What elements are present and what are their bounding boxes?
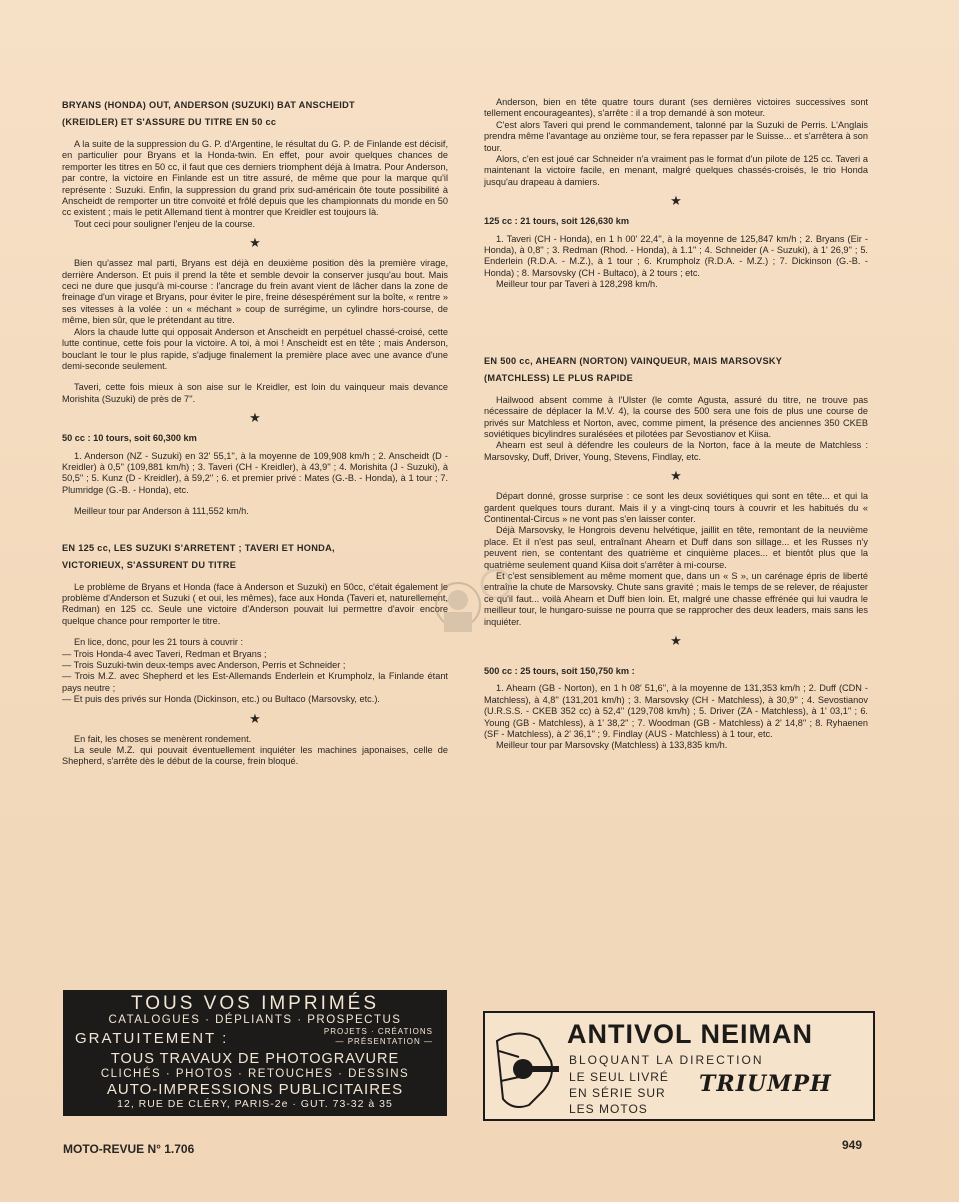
paragraph: Et c'est sensiblement au même moment que, dans un « S », un carénage épris de liberté entraîne la chute de Marsovsky. Chute sans gravité ; mais le temps de se relever, de réajuster ce qu'il faut... voilà Ahearn et Duff bien loin. Et, malgré une chasse effrénée qui lui vaudra le meilleur tour, le hungaro-suisse ne pourra que se rapprocher des deux leaders, mais sans les inquiéter. [484, 570, 868, 627]
ad-line: — PRÉSENTATION — [335, 1037, 433, 1046]
ad-tagline: LES MOTOS [569, 1102, 648, 1116]
article-title-500cc: EN 500 cc, AHEARN (NORTON) VAINQUEUR, MAIS MARSOVSKY (MATCHLESS) LE PLUS RAPIDE [484, 355, 783, 383]
paragraph: Taveri, cette fois mieux à son aise sur le Kreidler, est loin du vainqueur mais devance Morishita (Suzuki) de près de 7''. [62, 382, 448, 404]
brand-name: ANTIVOL NEIMAN [567, 1019, 814, 1049]
paragraph: Déjà Marsovsky, le Hongrois devenu helvétique, jaillit en tête, remontant de la neuvième place. Et il n'est pas seul, entraînant Ahearn et Duff dans son sillage... et les Russes n'y peuvent rien, se contentant des quatrième et cinquième places... et bientôt plus que la quatrième seulement quand Kiisa doit s'arrêter à mi-course. [484, 525, 868, 570]
ad-tagline: LE SEUL LIVRÉ [569, 1070, 669, 1084]
neiman-advertisement [483, 1011, 875, 1121]
triumph-logo: TRIUMPH [699, 1071, 832, 1097]
list-item: — Et puis des privés sur Honda (Dickinson, etc.) ou Bultaco (Marsovsky, etc.). [62, 694, 380, 705]
star-separator: ★ [249, 710, 261, 726]
ad-line: TOUS TRAVAUX DE PHOTOGRAVURE [110, 1051, 400, 1067]
results-heading-500cc: 500 cc : 25 tours, soit 150,750 km : [484, 666, 635, 676]
results-50cc: 1. Anderson (NZ - Suzuki) en 32' 55,1'', à la moyenne de 109,908 km/h ; 2. Anscheidt (D - Kreidler) à 0,5'' (109,881 km/h) ; 3. Taveri (CH - Kreidler), à 43,9'' ; 4. Morishita (J - Suzuki), à 50,5'' ; 5. Kunz (D - Kreidler), à 59,2'' ; 6. et premier privé : Mates (G.-B. - Honda), à 1 tour ; 7. Plumridge (G.-B. - Honda), etc. [62, 450, 448, 495]
paragraph: Bien qu'assez mal parti, Bryans est déjà en deuxième position dès la première virage, derrière Anderson. Et puis il prend la tête et semble devoir la conserver jusqu'au bout. Mais ceci ne dure que jusqu'à mi-course : l'ancrage du frein avant vient de lâcher dans la zone de freinage d'un virage et Bryans, pour éviter le pire, freine désespérément sur la boîte, « rentre » ses vitesses à la volée : un « méchant » coup de surrégime, un cylindre hors-course, de même, bien sûr, que le prétendant au titre. [62, 258, 448, 326]
paragraph: Départ donné, grosse surprise : ce sont les deux soviétiques qui sont en tête... et qui la gardent quelques tours durant. Mais il y a vingt-cinq tours à couvrir et les habitués du « Continental-Circus » ne vont pas s'en laisser conter. [484, 491, 868, 524]
ad-line: CLICHÉS · PHOTOS · RETOUCHES · DESSINS [100, 1068, 410, 1080]
paragraph: Tout ceci pour souligner l'enjeu de la course. [74, 218, 256, 229]
paragraph: Anderson, bien en tête quatre tours durant (ses dernières victoires successives sont tellement encourageantes), s'arrête : il a trop demandé à son moteur. [484, 97, 868, 119]
ad-line: CATALOGUES · DÉPLIANTS · PROSPECTUS [108, 1014, 402, 1026]
list-item: — Trois Honda-4 avec Taveri, Redman et Bryans ; [62, 648, 267, 659]
results-heading-50cc: 50 cc : 10 tours, soit 60,300 km [62, 433, 197, 444]
ad-line: PROJETS · CRÉATIONS [323, 1027, 433, 1036]
paragraph: Alors la chaude lutte qui opposait Anderson et Anscheidt en perpétuel chassé-croisé, cette lutte continue, cette fois pour la victoire. A toi, à moi ! Anscheidt est en tête ; mais Anderson, bouclant le tour le plus rapide, s'adjuge finalement la première place avec une avance d'une demi-seconde seulement. [62, 326, 448, 371]
list-item: — Trois Suzuki-twin deux-temps avec Anderson, Perris et Schneider ; [62, 660, 346, 670]
star-separator: ★ [670, 633, 682, 648]
magazine-issue: MOTO-REVUE N° 1.706 [63, 1142, 195, 1156]
star-separator: ★ [249, 235, 261, 251]
star-separator: ★ [670, 468, 682, 484]
key-lock-icon [489, 1021, 563, 1115]
faded-portrait-stamp [418, 560, 518, 650]
best-lap-50cc: Meilleur tour par Anderson à 111,552 km/h. [74, 506, 249, 517]
paragraph: Le problème de Bryans et Honda (face à Anderson et Suzuki) en 50cc, c'était également le problème d'Anderson et Suzuki ( et oui, les mêmes), face aux Honda (Taveri et, naturellement, Redman) en 125 cc. Seule une victoire d'Anderson pouvait lui permettre d'avoir encore quelque chance pour remporter le titre. [62, 581, 448, 626]
best-lap-500cc: Meilleur tour par Marsovsky (Matchless) à 133,835 km/h. [496, 740, 728, 751]
paragraph: En lice, donc, pour les 21 tours à couvrir : [74, 637, 244, 648]
printing-advertisement [63, 990, 447, 1116]
results-500cc: 1. Ahearn (GB - Norton), en 1 h 08' 51,6'', à la moyenne de 131,353 km/h ; 2. Duff (CDN - Matchless), à 4,8'' (131,201 km/h) ; 3. Marsovsky (CH - Matchless), à 30,9'' ; 4. Sevostianov (U.R.S.S. - CKEB 352 cc) à 52,4'' (129,708 km/h) ; 5. Driver (ZA - Matchless), à 1' 03,1'' ; 6. Young (GB - Matchless), à 1' 38,2'' ; 7. Woodman (GB - Matchless) à 2' 14,8'' ; 8. Ryhaenen (SF - Matchless), à 2' 36,1'' ; 9. Findlay (AUS - Matchless) à 1 tour, etc. [484, 683, 868, 740]
ad-headline: TOUS VOS IMPRIMÉS [130, 993, 380, 1014]
star-separator: ★ [670, 193, 682, 209]
ad-line: GRATUITEMENT : [75, 1030, 229, 1047]
paragraph: A la suite de la suppression du G. P. d'Argentine, le résultat du G. P. de Finlande est décisif, en particulier pour Bryans et la Honda-twin. En effet, pour avoir quelques chances de remporter les titres en 50 cc, il faut que ces derniers triomphent déjà à Imatra. Pour Anderson, par contre, la victoire en Finlande est un titre assuré, de même que pour la marque qu'il représente : Suzuki. Enfin, la suppression du grand prix sud-américain ôte toute possibilité à Anscheidt de remporter un titre convoité et frôlé depuis que les championnats du monde en 50 cc existent ; mais le petit Allemand tient à montrer que Kreidler est toujours là. [62, 139, 448, 218]
best-lap-125cc: Meilleur tour par Taveri à 128,298 km/h. [496, 279, 658, 290]
left-column [62, 97, 448, 768]
article-title-50cc: BRYANS (HONDA) OUT, ANDERSON (SUZUKI) BAT ANSCHEIDT (KREIDLER) ET S'ASSURE DU TITRE EN 50 cc [62, 100, 355, 127]
paragraph: Alors, c'en est joué car Schneider n'a vraiment pas le format d'un pilote de 125 cc. Taveri a maintenant la victoire facile, en menant, malgré quelques chassés-croisés, le trio Honda jusqu'au drapeau à damiers. [484, 154, 868, 187]
results-heading-125cc: 125 cc : 21 tours, soit 126,630 km [484, 216, 630, 227]
list-item: — Trois M.Z. avec Shepherd et les Est-Allemands Enderlein et Krumpholz, la Finlande étant pays neutre ; [62, 671, 448, 693]
right-column [484, 97, 868, 752]
article-title-125cc: EN 125 cc, LES SUZUKI S'ARRETENT ; TAVERI ET HONDA, VICTORIEUX, S'ASSURENT DU TITRE [62, 542, 335, 570]
results-125cc: 1. Taveri (CH - Honda), en 1 h 00' 22,4'', à la moyenne de 125,847 km/h ; 2. Bryans (Eir - Honda), à 0,8'' ; 3. Redman (Rhod. - Honda), à 1.1'' ; 4. Schneider (A - Suzuki), à 1' 26,9'' ; 5. Enderlein (R.D.A. - M.Z.), à 1 tour ; 6. Krumpholz (R.D.A. - M.Z.) ; 7. Dickinson (G.-B. - Honda) ; 8. Marsovsky (CH - Bultaco), à 2 tours ; etc. [484, 233, 868, 278]
star-separator: ★ [249, 410, 261, 426]
paragraph: Ahearn est seul à défendre les couleurs de la Norton, face à la meute de Matchless : Marsovsky, Duff, Driver, Young, Stevens, Findlay, etc. [484, 440, 868, 462]
paragraph: La seule M.Z. qui pouvait éventuellement inquiéter les machines japonaises, celle de Shepherd, s'arrête dès le début de la course, frein bloqué. [62, 745, 448, 767]
page-number: 949 [842, 1138, 863, 1152]
paragraph: En fait, les choses se menèrent rondement. [74, 733, 252, 744]
paragraph: C'est alors Taveri qui prend le commandement, talonné par la Suzuki de Perris. L'Anglais prendra même l'avantage au onzième tour, se fera repasser par le Suisse... et s'arrêtera à son tour. [484, 119, 868, 153]
ad-tagline: EN SÉRIE SUR [569, 1086, 666, 1100]
entry-list [62, 649, 448, 706]
ad-line: AUTO-IMPRESSIONS PUBLICITAIRES [106, 1081, 404, 1098]
paragraph: Hailwood absent comme à l'Ulster (le comte Agusta, assuré du titre, ne trouve pas nécessaire de déplacer la M.V. 4), la course des 500 sera une fois de plus une course de privés sur Matchless et Norton, avec, comme piment, la présence des anciennes 350 CKEB soviétiques bicylindres suralésées et pilotées par Sevostianov et Kiisa. [484, 394, 868, 439]
ad-address: 12, RUE DE CLÉRY, PARIS-2e · GUT. 73-32 à 35 [117, 1098, 393, 1110]
ad-tagline: BLOQUANT LA DIRECTION [569, 1053, 764, 1067]
